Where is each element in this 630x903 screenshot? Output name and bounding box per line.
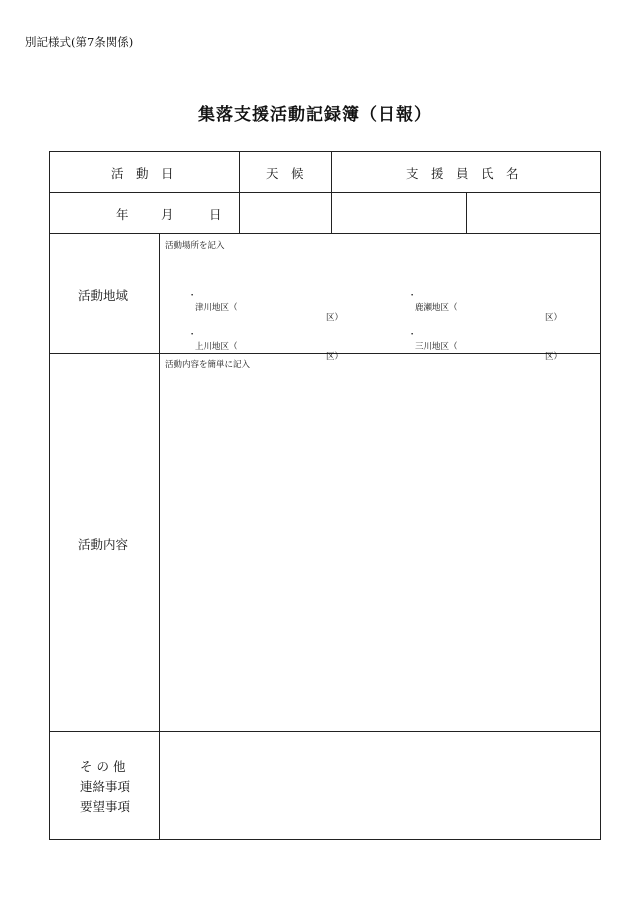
document-title: 集落支援活動記録簿（日報） (198, 105, 432, 125)
district-name: 三川地区（ (415, 342, 458, 352)
month-label: 月 (161, 207, 174, 222)
other-label-line1: そ の 他 (80, 759, 126, 774)
bullet: ・ (187, 291, 197, 301)
year-label: 年 (116, 207, 129, 222)
record-form-table (49, 151, 601, 840)
district-suffix: 区） (326, 352, 344, 362)
activity-content-instruction: 活動内容を簡単に記入 (165, 360, 251, 370)
bullet: ・ (407, 330, 417, 340)
activity-content-field[interactable] (160, 372, 600, 730)
weather-header: 天 候 (266, 166, 304, 181)
other-label-line3: 要望事項 (80, 799, 131, 814)
district-suffix: 区） (545, 352, 563, 362)
day-label: 日 (209, 207, 222, 222)
supporter-name-header: 支 援 員 氏 名 (406, 166, 519, 181)
bullet: ・ (407, 291, 417, 301)
row-divider (50, 353, 600, 354)
district-name: 鹿瀬地区（ (415, 303, 458, 313)
bullet: ・ (187, 330, 197, 340)
other-notes-field[interactable] (160, 732, 600, 839)
district-mikawa[interactable] (397, 318, 563, 370)
activity-content-label: 活動内容 (78, 537, 129, 552)
activity-area-instruction: 活動場所を記入 (165, 241, 225, 251)
activity-date-header: 活 動 日 (111, 166, 174, 181)
weather-field[interactable] (240, 193, 331, 233)
other-label-line2: 連絡事項 (80, 779, 131, 794)
district-name: 上川地区（ (195, 342, 238, 352)
district-suffix: 区） (545, 313, 563, 323)
supporter-name-field-1[interactable] (332, 193, 466, 233)
activity-area-label: 活動地域 (78, 288, 129, 303)
row-divider (50, 233, 600, 234)
form-reference: 別記様式(第7条関係) (25, 35, 134, 49)
district-name: 津川地区（ (195, 303, 238, 313)
supporter-name-field-2[interactable] (467, 193, 600, 233)
district-suffix: 区） (326, 313, 344, 323)
